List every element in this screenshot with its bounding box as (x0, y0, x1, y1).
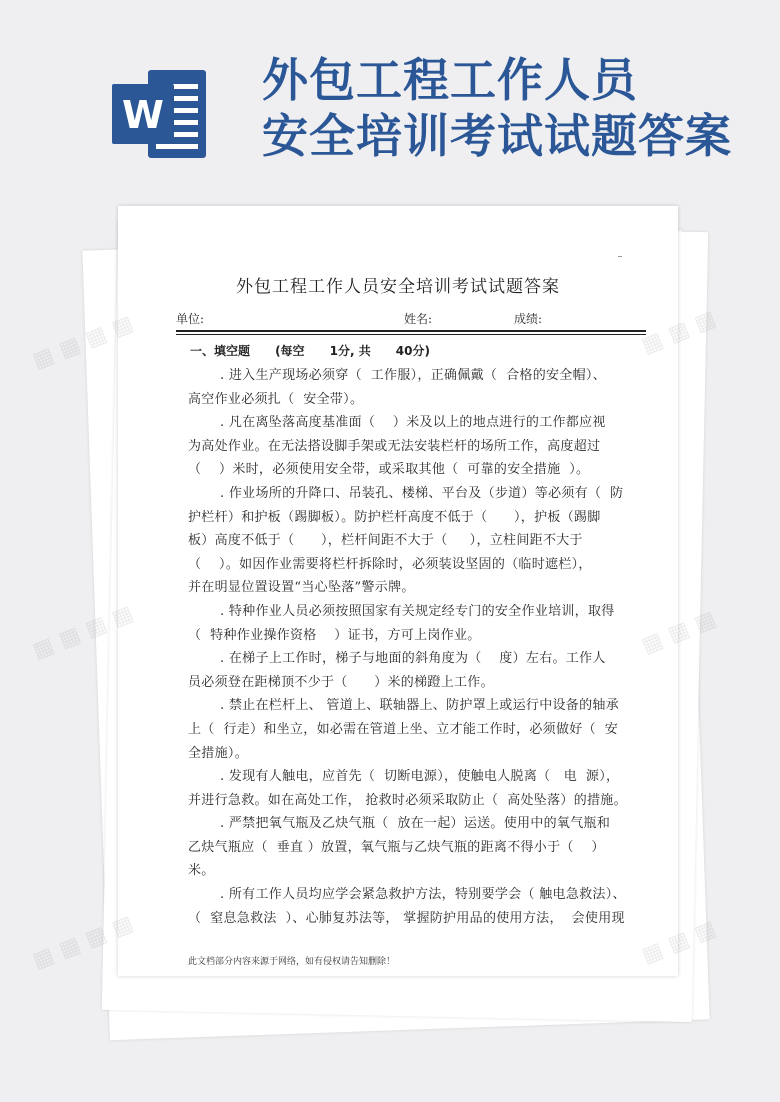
watermark: ▦ ▦ ▦ ▦ (29, 911, 137, 974)
question-item (188, 600, 628, 647)
question-item (188, 411, 628, 482)
question-item (188, 364, 628, 411)
question-line: （ ）米时，必须使用安全带，或采取其他（ 可靠的安全措施 ）。 (188, 462, 590, 478)
header-rule (176, 330, 646, 332)
question-line: . 凡在离坠落高度基准面（ ）米及以上的地点进行的工作都应视 (220, 415, 606, 431)
question-item (188, 812, 628, 883)
question-line: 上（ 行走）和坐立，如必需在管道上坐、立才能工作时，必须做好（ 安 (188, 721, 619, 737)
svg-text:W: W (122, 93, 164, 137)
question-list (188, 364, 628, 930)
footer-note: 此文档部分内容来源于网络，如有侵权请告知删除！ (188, 957, 396, 967)
question-line: 全措施）。 (188, 745, 249, 761)
question-line: 护栏杆）和护板（踢脚板）。防护栏杆高度不低于（ ），护板（踢脚 (188, 509, 601, 525)
hero-title-line1: 外包工程工作人员 (262, 53, 638, 107)
document-title: 外包工程工作人员安全培训考试试题答案 (236, 277, 560, 297)
name-field-label: 姓名: (404, 312, 433, 326)
question-line: （ 特种作业操作资格 ）证书，方可上岗作业。 (188, 627, 481, 643)
question-line: . 发现有人触电，应首先（ 切断电源），使触电人脱离（ 电 源）， (220, 769, 620, 785)
question-line: 并在明显位置设置“当心坠落”警示牌。 (188, 580, 415, 596)
unit-field-label: 单位: (176, 312, 205, 326)
question-item (188, 765, 628, 812)
word-document-icon (110, 66, 210, 162)
question-line: 为高处作业。在无法搭设脚手架或无法安装栏杆的场所工作，高度超过 (188, 438, 601, 454)
watermark: ▦ ▦ ▦ ▦ (29, 311, 137, 374)
question-item (188, 482, 628, 600)
question-line: 高空作业必须扎（ 安全带）。 (188, 391, 364, 407)
question-line: 米。 (188, 863, 215, 879)
corner-mark (618, 256, 622, 257)
header-rule-thin (176, 334, 646, 335)
hero-title-line2: 安全培训考试试题答案 (262, 109, 732, 163)
question-item (188, 694, 628, 765)
question-line: . 在梯子上工作时，梯子与地面的斜角度为（ 度）左右。工作人 (220, 651, 606, 667)
section-heading: 一、填空题 (每空 1分, 共 40分) (190, 344, 430, 358)
question-line: . 严禁把氧气瓶及乙炔气瓶（ 放在一起）运送。使用中的氧气瓶和 (220, 816, 611, 832)
question-line: （ 窒息急救法 ）、心肺复苏法等， 掌握防护用品的使用方法， 会使用现 (188, 910, 625, 926)
score-field-label: 成绩: (514, 312, 543, 326)
question-line: 板）高度不低于（ ），栏杆间距不大于（ ），立柱间距不大于 (188, 533, 583, 549)
question-line: . 所有工作人员均应学会紧急救护方法，特别要学会（ 触电急救法）、 (220, 887, 626, 903)
question-line: 并进行急救。如在高处工作， 抢救时必须采取防止（ 高处坠落）的措施。 (188, 792, 627, 808)
hero-title (262, 52, 772, 164)
watermark: ▦ (690, 606, 720, 638)
question-line: . 特种作业人员必须按照国家有关规定经专门的安全作业培训，取得 (220, 603, 615, 619)
question-line: . 作业场所的升降口、吊装孔、楼梯、平台及（步道）等必须有（ 防 (220, 485, 624, 501)
question-line: . 禁止在栏杆上、 管道上、联轴器上、防护罩上或运行中设备的轴承 (220, 698, 619, 714)
question-line: （ ）。如因作业需要将栏杆拆除时，必须装设坚固的（临时遮栏）， (188, 556, 592, 572)
question-item (188, 883, 628, 930)
question-line: 乙炔气瓶应（ 垂直 ）放置，氧气瓶与乙炔气瓶的距离不得小于（ ） (188, 839, 605, 855)
watermark: ▦ ▦ ▦ ▦ (29, 601, 137, 664)
document-page (118, 206, 678, 976)
question-line: 员必须登在距梯顶不少于（ ）米的梯蹬上工作。 (188, 674, 494, 690)
question-line: . 进入生产现场必须穿（ 工作服），正确佩戴（ 合格的安全帽）、 (220, 368, 606, 383)
question-item (188, 647, 628, 694)
